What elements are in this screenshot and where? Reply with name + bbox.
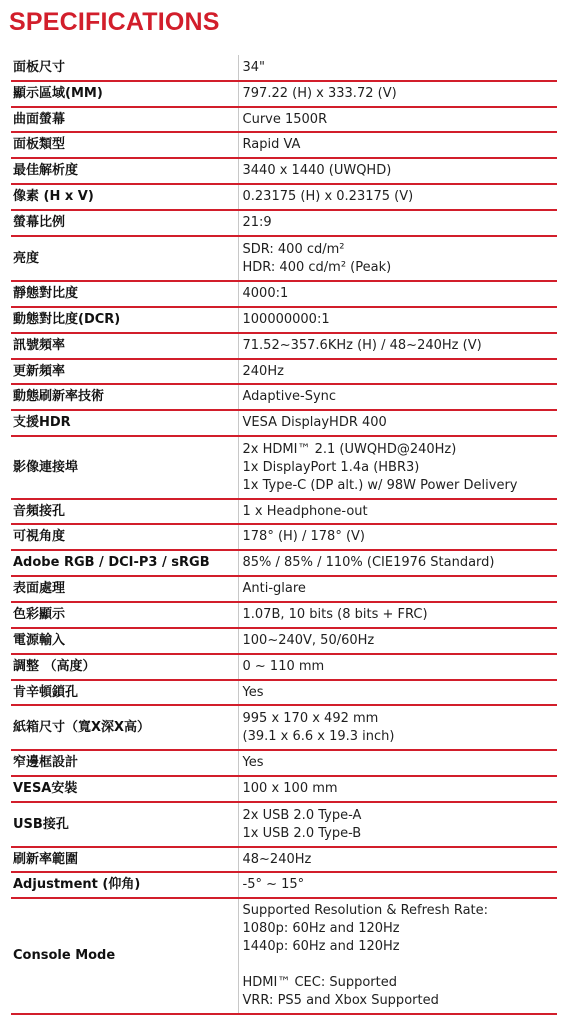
spec-row [11, 81, 557, 107]
spec-row [11, 499, 557, 524]
spec-value [238, 359, 557, 384]
spec-value-line: 3440 x 1440 (UWQHD) [242, 163, 392, 178]
spec-value [238, 628, 557, 654]
spec-value [238, 81, 557, 107]
spec-value [238, 847, 557, 872]
spec-label: 影像連接埠 [13, 459, 79, 475]
spec-row [11, 602, 557, 628]
spec-value [238, 307, 557, 333]
spec-value-line: 34" [242, 59, 266, 75]
spec-value [238, 705, 557, 750]
spec-row [11, 898, 557, 1014]
spec-row [11, 750, 557, 776]
spec-value-line: 2x USB 2.0 Type-A [242, 807, 362, 823]
spec-value-line: 995 x 170 x 492 mm [242, 710, 379, 726]
spec-row [11, 384, 557, 410]
spec-row [11, 576, 557, 602]
spec-row [11, 524, 557, 550]
spec-value-line: 178° (H) / 178° (V) [242, 529, 365, 544]
spec-label: 面板類型 [13, 137, 66, 152]
specifications-table [11, 55, 557, 1015]
spec-label: USB接孔 [13, 816, 69, 832]
spec-label: VESA安裝 [13, 781, 78, 796]
spec-value-line: SDR: 400 cd/m² [242, 241, 345, 257]
spec-row [11, 705, 557, 750]
spec-label: 肯辛頓鎖孔 [13, 684, 79, 700]
spec-row [11, 550, 557, 576]
spec-value [238, 872, 557, 898]
spec-value-line: 1x Type-C (DP alt.) w/ 98W Power Delivery [242, 477, 518, 493]
spec-value [238, 550, 557, 576]
spec-value [238, 576, 557, 602]
spec-label: 電源輸入 [13, 633, 66, 648]
spec-label: 音頻接孔 [13, 503, 66, 519]
spec-value [238, 898, 557, 1014]
spec-value [238, 210, 557, 236]
spec-value [238, 750, 557, 776]
spec-value-line: HDMI™ CEC: Supported [242, 975, 397, 990]
spec-value [238, 107, 557, 132]
spec-value [238, 184, 557, 210]
spec-label: Console Mode [13, 948, 116, 963]
spec-label: 色彩顯示 [13, 607, 66, 622]
spec-value [238, 680, 557, 705]
spec-value-line: 85% / 85% / 110% (CIE1976 Standard) [242, 555, 495, 570]
spec-value-line: Yes [242, 755, 264, 770]
spec-row [11, 776, 557, 802]
spec-label: 面板尺寸 [13, 59, 66, 75]
spec-label: 最佳解析度 [13, 163, 79, 178]
spec-value-line [243, 956, 558, 974]
spec-label: 調整 （高度） [13, 659, 96, 674]
spec-row [11, 184, 557, 210]
spec-row [11, 359, 557, 384]
spec-value-line: 2x HDMI™ 2.1 (UWQHD@240Hz) [242, 441, 457, 457]
spec-value-line: Curve 1500R [242, 111, 328, 127]
spec-row [11, 654, 557, 680]
spec-value-line: 0 ~ 110 mm [242, 659, 325, 674]
spec-label: 動態刷新率技術 [13, 389, 105, 404]
spec-value [238, 654, 557, 680]
spec-label: 訊號頻率 [13, 338, 66, 353]
spec-value [238, 384, 557, 410]
spec-value-line: 1.07B, 10 bits (8 bits + FRC) [242, 607, 428, 622]
spec-value-line: 100000000:1 [242, 312, 330, 327]
spec-label: 支援HDR [13, 415, 71, 430]
spec-label: 曲面螢幕 [13, 111, 66, 127]
spec-label: 螢幕比例 [13, 215, 66, 230]
spec-value-line: 48~240Hz [242, 851, 312, 867]
spec-label: 表面處理 [13, 581, 66, 596]
spec-row [11, 281, 557, 307]
spec-row [11, 158, 557, 184]
spec-value-line: 797.22 (H) x 333.72 (V) [242, 86, 397, 101]
spec-value-line: 1440p: 60Hz and 120Hz [242, 939, 400, 954]
specifications-table-body [11, 55, 557, 1014]
spec-value [238, 410, 557, 436]
spec-label: 窄邊框設計 [13, 755, 79, 770]
spec-label: 動態對比度(DCR) [13, 312, 121, 327]
spec-label: Adjustment (仰角) [13, 877, 141, 892]
spec-row [11, 236, 557, 281]
spec-value-line: 240Hz [242, 363, 284, 379]
spec-value-line: 100~240V, 50/60Hz [242, 633, 375, 648]
spec-value-line: VRR: PS5 and Xbox Supported [242, 993, 439, 1008]
spec-value-line: 71.52~357.6KHz (H) / 48~240Hz (V) [242, 338, 482, 353]
spec-label: Adobe RGB / DCI-P3 / sRGB [13, 555, 210, 570]
spec-label: 紙箱尺寸（寬X深X高） [13, 719, 151, 735]
spec-row [11, 410, 557, 436]
spec-value-line: 1 x Headphone-out [242, 503, 368, 519]
spec-row [11, 107, 557, 132]
spec-value-line: Rapid VA [242, 137, 301, 152]
spec-value [238, 802, 557, 847]
page-title: SPECIFICATIONS [9, 8, 220, 36]
spec-value-line: VESA DisplayHDR 400 [242, 415, 387, 430]
spec-value-line: 0.23175 (H) x 0.23175 (V) [242, 189, 414, 204]
spec-value-line: 1x USB 2.0 Type-B [242, 825, 362, 841]
spec-value-line: HDR: 400 cd/m² (Peak) [242, 259, 392, 275]
spec-label: 顯示區域(MM) [13, 86, 103, 101]
spec-value [238, 333, 557, 359]
spec-row [11, 132, 557, 158]
spec-value [238, 236, 557, 281]
spec-row [11, 436, 557, 499]
spec-value-line: 4000:1 [242, 286, 289, 301]
spec-value-line: 21:9 [242, 215, 272, 230]
spec-label: 可視角度 [13, 529, 66, 544]
spec-value [238, 602, 557, 628]
spec-label: 刷新率範圍 [13, 851, 79, 867]
spec-value [238, 281, 557, 307]
spec-value [238, 158, 557, 184]
spec-value [238, 499, 557, 524]
spec-row [11, 802, 557, 847]
spec-value-line: (39.1 x 6.6 x 19.3 inch) [242, 728, 395, 744]
spec-value-line: 1x DisplayPort 1.4a (HBR3) [242, 459, 420, 475]
spec-value [238, 436, 557, 499]
spec-value [238, 132, 557, 158]
spec-label: 更新頻率 [13, 363, 66, 379]
spec-row [11, 55, 557, 81]
spec-value-line: Adaptive-Sync [242, 389, 337, 404]
spec-label: 靜態對比度 [13, 286, 79, 301]
spec-row [11, 210, 557, 236]
spec-value-line: Supported Resolution & Refresh Rate: [242, 903, 489, 918]
spec-value [238, 524, 557, 550]
spec-value [238, 55, 557, 81]
spec-value-line: -5° ~ 15° [242, 877, 305, 892]
spec-row [11, 872, 557, 898]
spec-value-line: 100 x 100 mm [242, 781, 338, 796]
spec-row [11, 307, 557, 333]
spec-value-line: 1080p: 60Hz and 120Hz [242, 921, 400, 936]
spec-value-line: Anti-glare [242, 581, 306, 596]
spec-value-line: Yes [242, 684, 264, 700]
spec-row [11, 628, 557, 654]
spec-row [11, 680, 557, 705]
spec-value [238, 776, 557, 802]
spec-row [11, 333, 557, 359]
spec-row [11, 847, 557, 872]
spec-label: 像素 (H x V) [13, 189, 94, 204]
spec-label: 亮度 [13, 250, 40, 266]
